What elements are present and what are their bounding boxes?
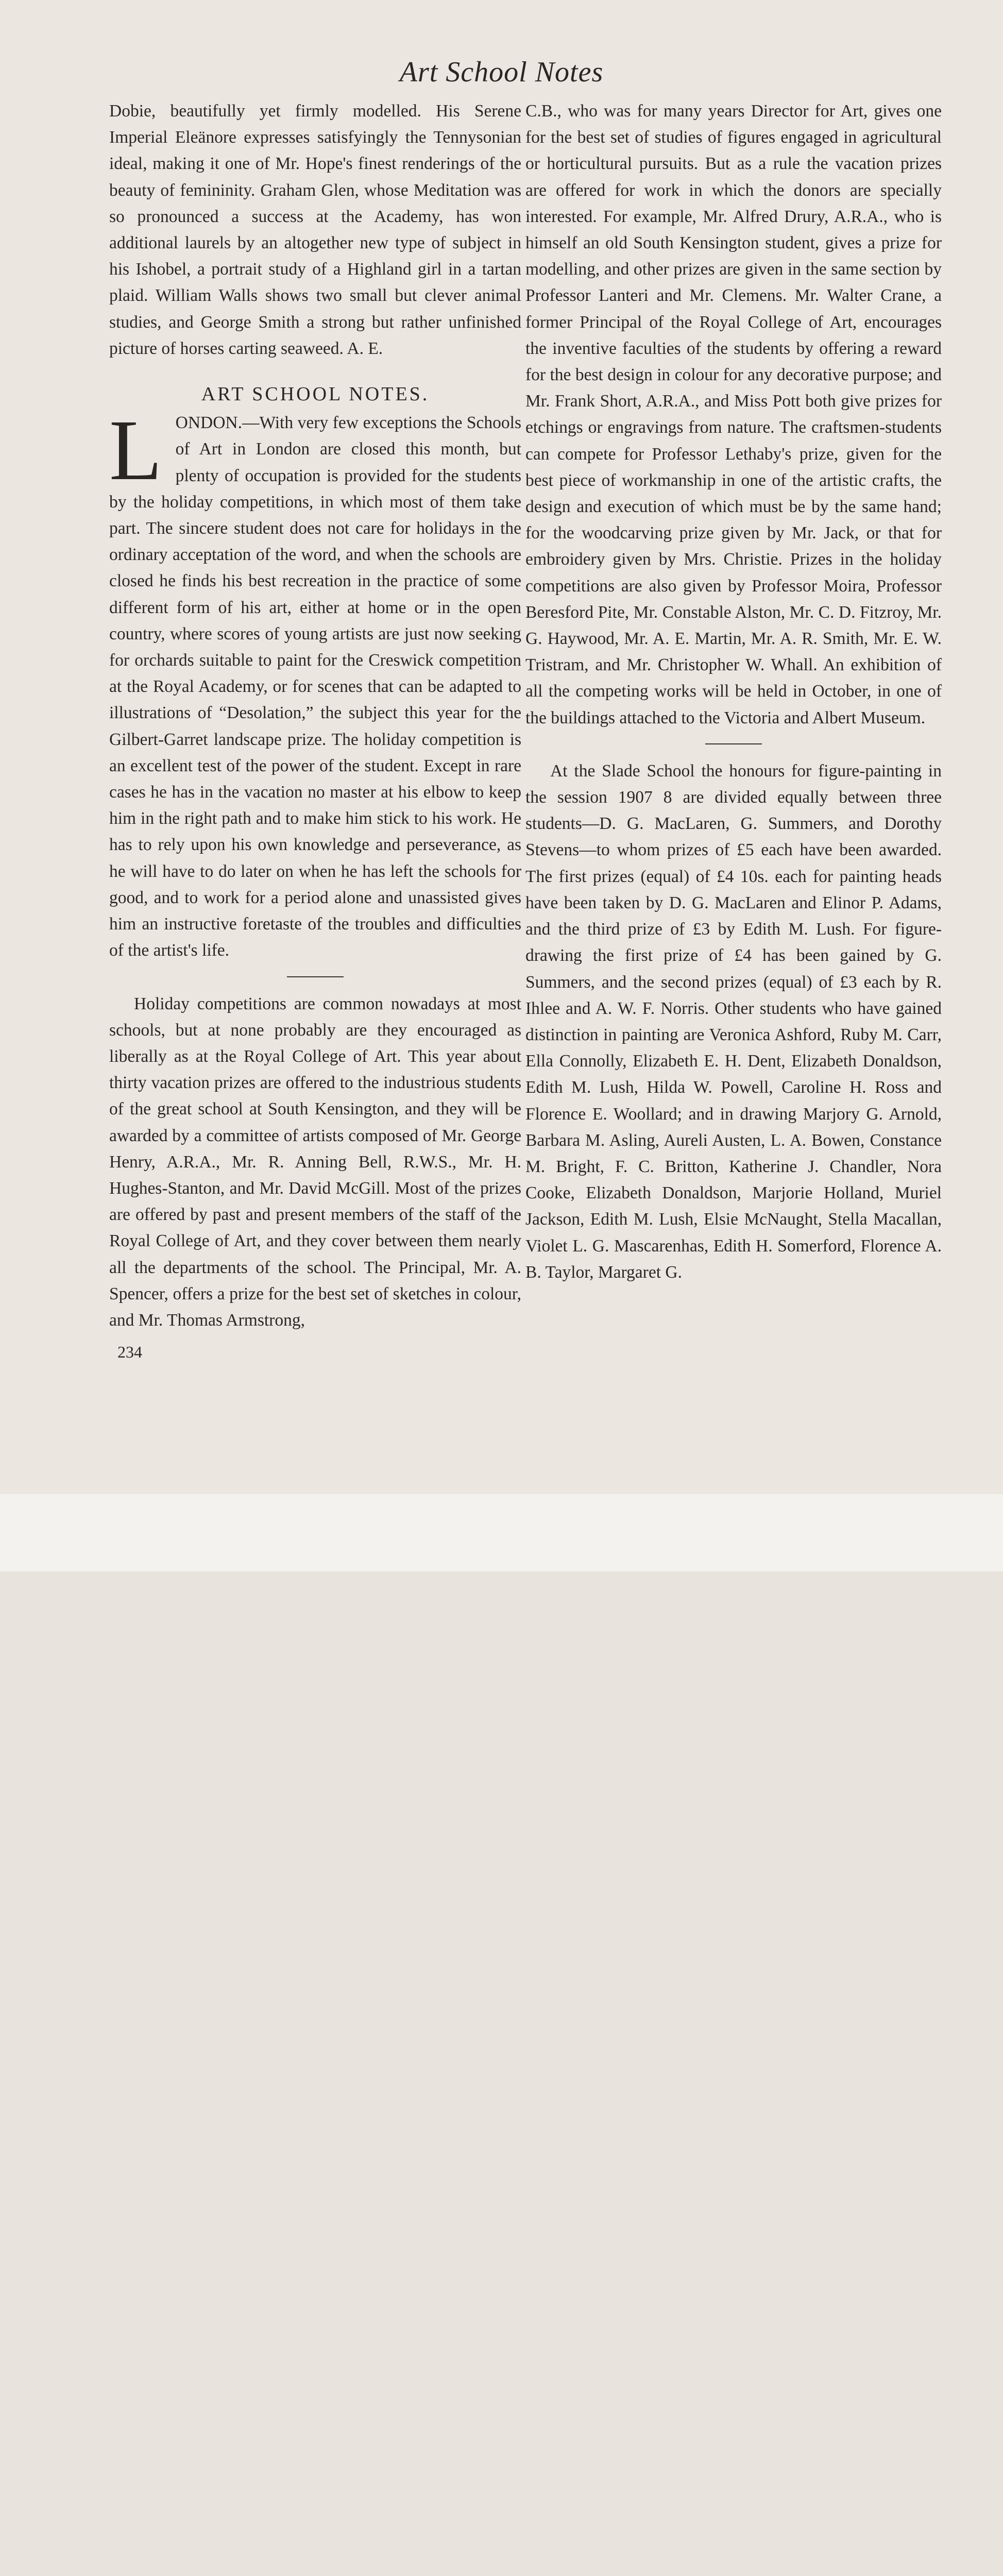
left-paragraph-3: Holiday competitions are common nowadays at most schools, but at none probably are they encouraged as liberally as at the Royal College of Art. This year about thirty vacation prizes are offered to the industrious students of the great school at South Kensington, and they will be awarded by a committee of artists composed of Mr. George Henry, A.R.A., Mr. R. Anning Bell, R.W.S., Mr. H. Hughes-Stanton, and Mr. David McGill. Most of the prizes are offered by past and present members of the staff of the Royal College of Art, and they cover between them nearly all the departments of the school. The Principal, Mr. A. Spencer, offers a prize for the best set of sketches in colour, and Mr. Thomas Armstrong,	[109, 994, 521, 1330]
right-column	[525, 98, 942, 1285]
left-paragraph-1: Dobie, beautifully yet firmly modelled. His Serene Imperial Eleänore expresses satisfyingly the Tennysonian ideal, making it one of Mr. Hope's finest renderings of the beauty of femininity. Graham Glen, whose Meditation was so pronounced a success at the Academy, has won additional laurels by an altogether new type of subject in his Ishobel, a portrait study of a Highland girl in a tartan plaid. William Walls shows two small but clever animal studies, and George Smith a strong but rather unfinished picture of horses carting seaweed. A. E.	[109, 101, 521, 358]
left-paragraph-2	[109, 402, 521, 963]
right-paragraph-2: At the Slade School the honours for figure-painting in the session 1907 8 are divided equally between three students—D. G. MacLaren, G. Summers, and Dorothy Stevens—to whom prizes of £5 each have been awarded. The first prizes (equal) of £4 10s. each for painting heads have been taken by D. G. MacLaren and Elinor P. Adams, and the third prize of £3 by Edith M. Lush. For figure-drawing the first prize of £4 has been gained by G. Summers, and the second prizes (equal) of £3 each by R. Ihlee and A. W. F. Norris. Other students who have gained distinction in painting are Veronica Ashford, Ruby M. Carr, Ella Connolly, Elizabeth E. H. Dent, Elizabeth Donaldson, Edith M. Lush, Hilda W. Powell, Caroline H. Ross and Florence E. Woollard; and in drawing Marjory G. Arnold, Barbara M. Asling, Aureli Austen, L. A. Bowen, Constance M. Bright, F. C. Britton, Katherine J. Chandler, Nora Cooke, Elizabeth Donaldson, Marjorie Holland, Muriel Jackson, Edith M. Lush, Elsie McNaught, Stella Macallan, Violet L. G. Mascarenhas, Edith H. Somerford, Florence A. B. Taylor, Margaret G.	[525, 761, 942, 1282]
left-column	[109, 98, 521, 1333]
section-heading: ART SCHOOL NOTES.	[201, 383, 430, 405]
section-divider	[287, 976, 344, 977]
left-paragraph-2-text: ONDON.—With very few exceptions the Schools of Art in London are closed this month, but plenty of occupation is provided for the students by the holiday competitions, in which most of them take part. The sincere student does not care for holidays in the ordinary acceptation of the word, and when the schools are closed he finds his best recreation in the practice of some different form of his art, either at home or in the open country, where scores of young artists are just now seeking for orchards suitable to paint for the Creswick competition at the Royal Academy, or for scenes that can be adapted to illustrations of “Desolation,” the subject this year for the Gilbert-Garret landscape prize. The holiday competition is an excellent test of the power of the student. Except in rare cases he has in the vacation no master at his elbow to keep him in the right path and to make him stick to his work. He has to rely upon his own knowledge and perseverance, as he will have to do later on when he has left the schools for good, and to work for a period alone and unassisted gives him an instructive foretaste of the troubles and difficulties of the artist's life.	[109, 413, 521, 960]
page-number: 234	[117, 1343, 142, 1361]
right-paragraph-1: C.B., who was for many years Director for Art, gives one for the best set of studies of figures engaged in agricultural or horticultural pursuits. But as a rule the vacation prizes are offered for work in which the donors are specially interested. For example, Mr. Alfred Drury, A.R.A., who is himself an old South Kensington student, gives a prize for modelling, and other prizes are given in the same section by Professor Lanteri and Mr. Clemens. Mr. Walter Crane, a former Principal of the Royal College of Art, encourages the inventive faculties of the students by offering a reward for the best design in colour for any decorative purpose; and Mr. Frank Short, A.R.A., and Miss Pott both give prizes for etchings or engravings from nature. The craftsmen-students can compete for Professor Lethaby's prize, given for the best piece of workmanship in one of the artistic crafts, the design and execution of which must be by the same hand; for the woodcarving prize given by Mr. Jack, or that for embroidery given by Mrs. Christie. Prizes in the holiday competitions are also given by Professor Moira, Professor Beresford Pite, Mr. Constable Alston, Mr. C. D. Fitzroy, Mr. G. Haywood, Mr. A. E. Martin, Mr. A. R. Smith, Mr. E. W. Tristram, and Mr. Christopher W. Whall. An exhibition of all the competing works will be held in October, in one of the buildings attached to the Victoria and Albert Museum.	[525, 101, 942, 727]
section-divider-right	[705, 743, 762, 744]
drop-cap: L	[109, 402, 162, 499]
running-head: Art School Notes	[399, 56, 604, 88]
digitization-footer	[0, 1494, 1003, 1571]
